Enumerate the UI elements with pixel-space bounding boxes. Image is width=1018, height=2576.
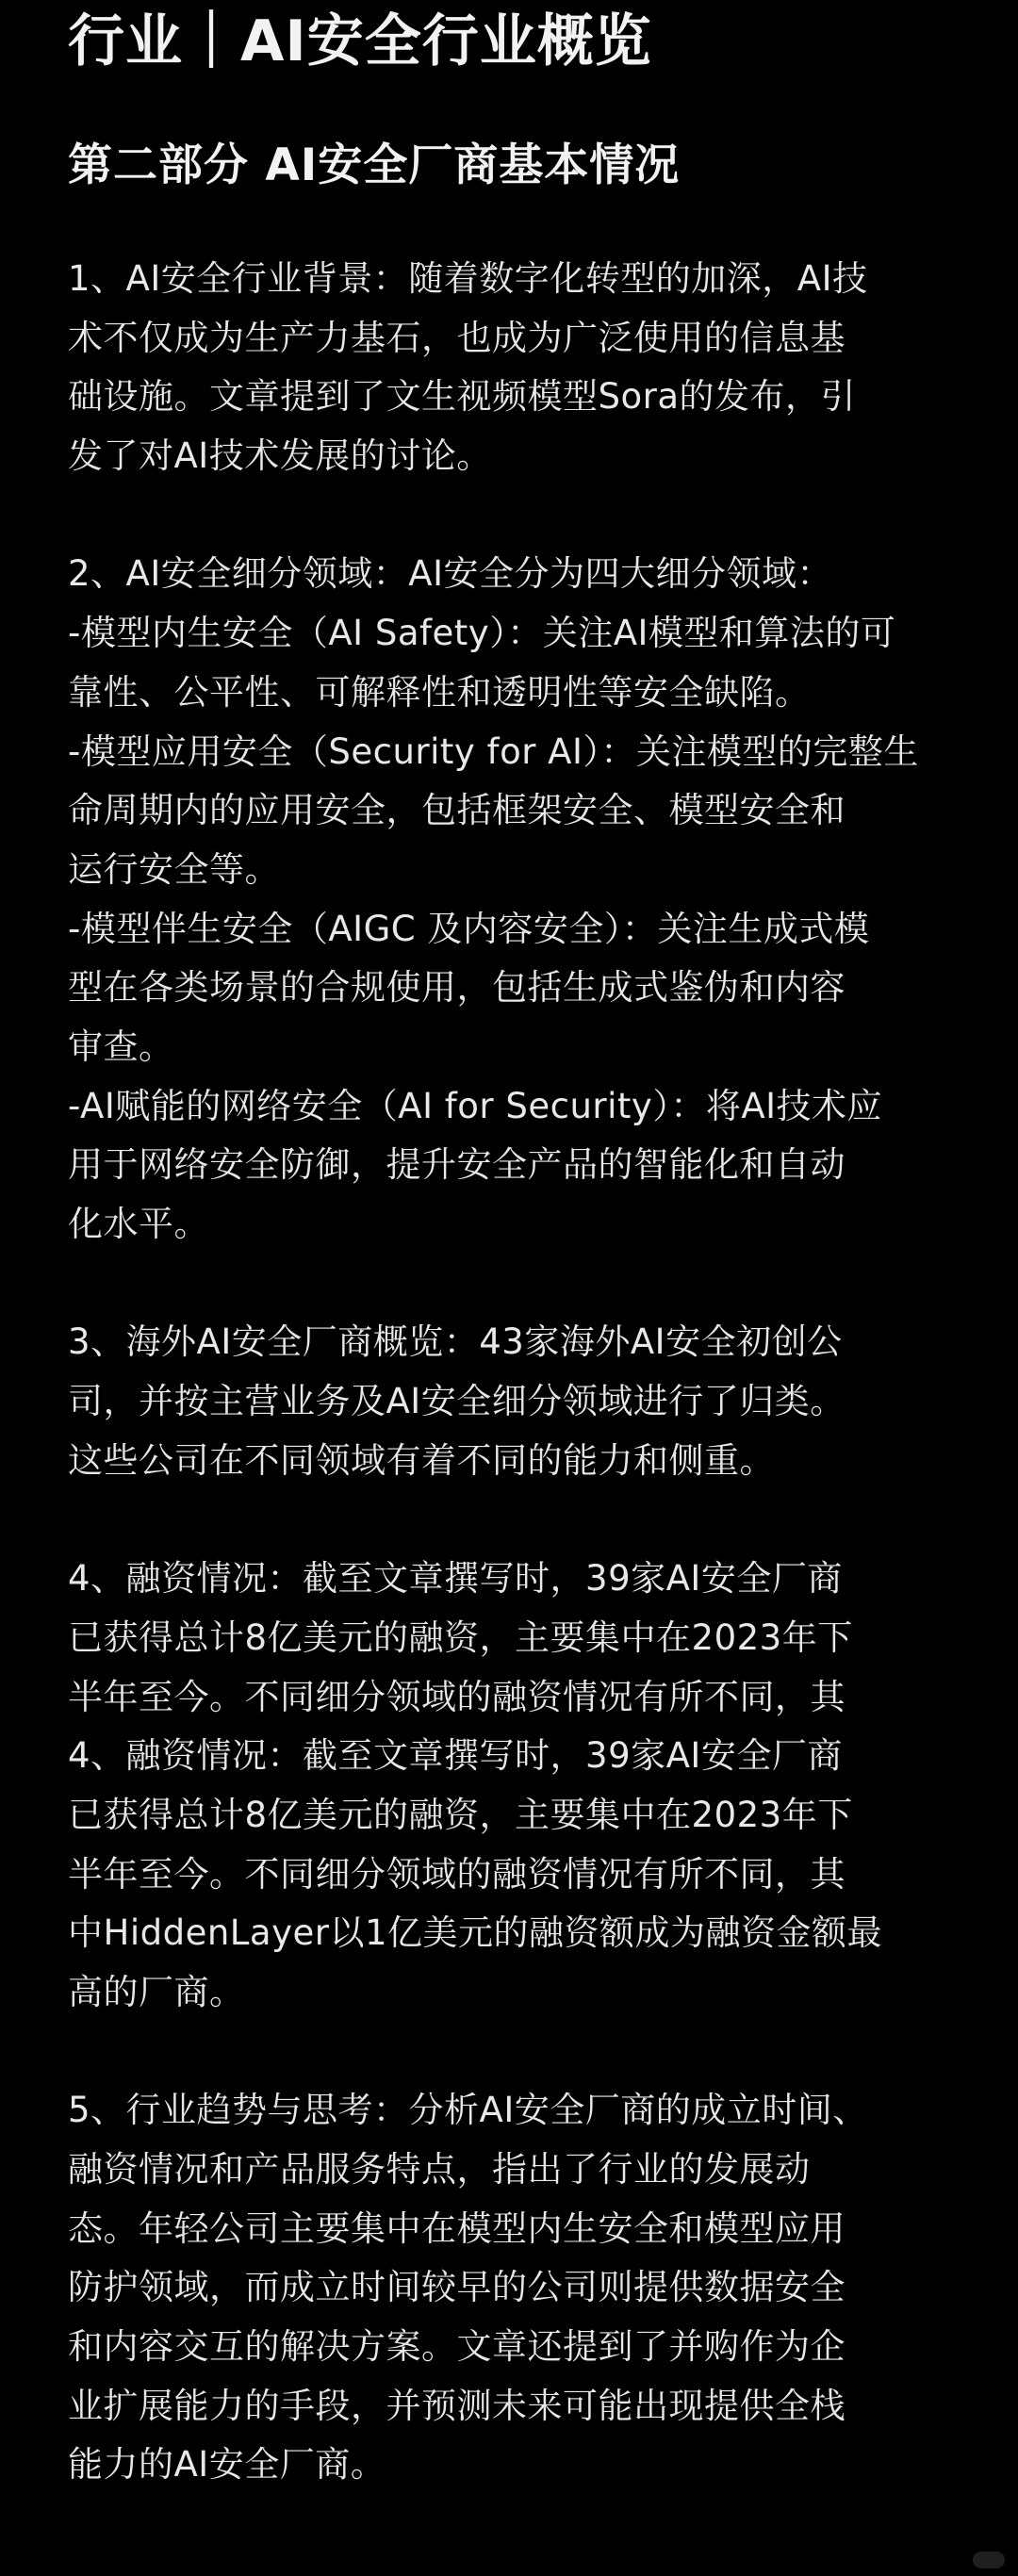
text-line: 础设施。文章提到了文生视频模型Sora的发布，引 (68, 376, 857, 418)
watermark-badge (973, 2551, 1005, 2568)
text-line: 5、行业趋势与思考：分析AI安全厂商的成立时间、 (68, 2090, 868, 2131)
paragraph-5 (68, 2081, 950, 2495)
text-line: 4、融资情况：截至文章撰写时，39家AI安全厂商 (68, 1558, 843, 1600)
section-heading: 第二部分 AI安全厂商基本情况 (68, 139, 681, 191)
text-line: 和内容交互的解决方案。文章还提到了并购作为企 (68, 2326, 846, 2368)
text-line: 靠性、公平性、可解释性和透明性等安全缺陷。 (68, 671, 811, 713)
text-line: 半年至今。不同细分领域的融资情况有所不同，其 (68, 1676, 846, 1717)
text-line: 防护领域，而成立时间较早的公司则提供数据安全 (68, 2267, 846, 2308)
text-line: 命周期内的应用安全，包括框架安全、模型安全和 (68, 790, 846, 831)
paragraph-gap (68, 2023, 950, 2082)
text-line: 型在各类场景的合规使用，包括生成式鉴伪和内容 (68, 967, 846, 1009)
text-line: 这些公司在不同领域有着不同的能力和侧重。 (68, 1439, 775, 1481)
text-line: -模型应用安全（Security for AI）：关注模型的完整生 (68, 730, 919, 772)
text-line: 业扩展能力的手段，并预测未来可能出现提供全栈 (68, 2385, 846, 2426)
text-line: 术不仅成为生产力基石，也成为广泛使用的信息基 (68, 317, 846, 358)
paragraph-3 (68, 1313, 950, 1490)
text-line: -AI赋能的网络安全（AI for Security）：将AI技术应 (68, 1085, 883, 1126)
text-line: 审查。 (68, 1025, 174, 1067)
text-line: 已获得总计8亿美元的融资，主要集中在2023年下 (68, 1794, 853, 1835)
text-line: 2、AI安全细分领域：AI安全分为四大细分领域： (68, 553, 832, 595)
text-line: 中HiddenLayer以1亿美元的融资额成为融资金额最 (68, 1912, 882, 1954)
text-line: 运行安全等。 (68, 848, 280, 890)
paragraph-2 (68, 545, 950, 1254)
text-line: 1、AI安全行业背景：随着数字化转型的加深，AI技 (68, 258, 868, 299)
text-line: 用于网络安全防御，提升安全产品的智能化和自动 (68, 1144, 846, 1186)
text-line: 高的厂商。 (68, 1971, 245, 2012)
text-line: 发了对AI技术发展的讨论。 (68, 435, 492, 477)
text-line: 化水平。 (68, 1204, 209, 1244)
text-line: 半年至今。不同细分领域的融资情况有所不同，其 (68, 1853, 846, 1895)
text-line: 3、海外AI安全厂商概览：43家海外AI安全初创公 (68, 1321, 843, 1363)
paragraph-gap (68, 1490, 950, 1550)
text-line: 4、融资情况：截至文章撰写时，39家AI安全厂商 (68, 1735, 843, 1777)
paragraph-gap (68, 1255, 950, 1314)
paragraph-gap (68, 486, 950, 546)
paragraph-1 (68, 250, 950, 486)
article-body (68, 250, 950, 2495)
text-line: 融资情况和产品服务特点，指出了行业的发展动 (68, 2149, 811, 2190)
paragraph-4 (68, 1550, 950, 2023)
text-line: 能力的AI安全厂商。 (68, 2444, 386, 2486)
text-line: 司，并按主营业务及AI安全细分领域进行了归类。 (68, 1381, 846, 1422)
text-line: 态。年轻公司主要集中在模型内生安全和模型应用 (68, 2207, 846, 2249)
text-line: -模型内生安全（AI Safety）：关注AI模型和算法的可 (68, 613, 896, 654)
text-line: -模型伴生安全（AIGC 及内容安全）：关注生成式模 (68, 908, 870, 949)
page-title: 行业｜AI安全行业概览 (68, 8, 652, 74)
text-line: 已获得总计8亿美元的融资，主要集中在2023年下 (68, 1616, 853, 1658)
